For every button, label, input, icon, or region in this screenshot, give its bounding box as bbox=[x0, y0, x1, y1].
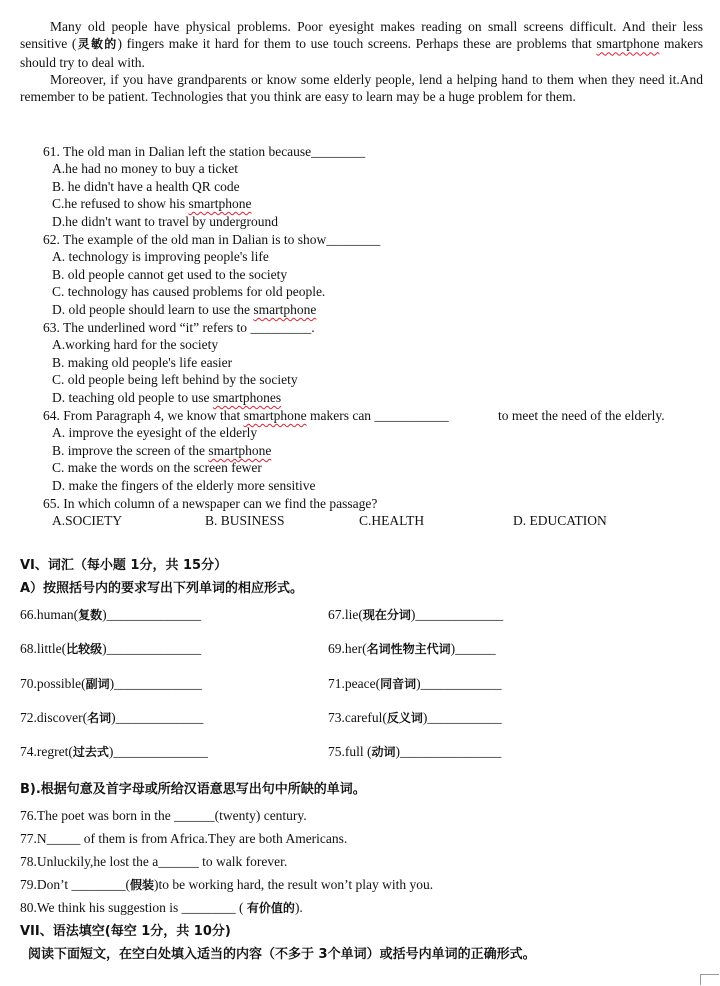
p1-text-b: ) fingers make it hard for them to use touch screens. Perhaps these are problems that bbox=[117, 36, 597, 52]
q63-option-b: B. making old people's life easier bbox=[52, 355, 233, 370]
fill-item-77: 77.N_____ of them is from Africa.They are both Americans. bbox=[20, 831, 348, 846]
q62-option-d bbox=[52, 301, 316, 318]
q64-stem-end: to meet the need of the elderly. bbox=[498, 408, 665, 423]
q61-c-text: C.he refused to show his bbox=[52, 196, 189, 211]
vocab-67-word: 67.lie( bbox=[328, 607, 363, 622]
q64-option-b bbox=[52, 442, 271, 459]
q63-blank: _________. bbox=[250, 320, 315, 335]
q61-option-c bbox=[52, 195, 251, 212]
section-6-part-b-instruction: B).根据句意及首字母或所给汉语意思写出句中所缺的单词。 bbox=[20, 782, 366, 797]
q61-option-d: D.he didn't want to travel by underground bbox=[52, 214, 279, 229]
q64-stem-smartphone: smartphone bbox=[243, 408, 307, 423]
vocab-item-66 bbox=[20, 606, 201, 623]
vocab-75-hint: 动词 bbox=[371, 745, 396, 759]
fill-item-76: 76.The poet was born in the ______(twenty) century. bbox=[20, 808, 307, 823]
q63-option-d bbox=[52, 389, 281, 406]
vocab-70-word: 70.possible( bbox=[20, 676, 86, 691]
q64-b-smartphone: smartphone bbox=[208, 443, 272, 458]
vocab-73-word: 73.careful( bbox=[328, 710, 387, 725]
vocab-66-hint: 复数 bbox=[78, 608, 103, 622]
section-7-title bbox=[20, 920, 231, 939]
q65-stem: 65. In which column of a newspaper can we find the passage? bbox=[43, 496, 378, 511]
p1-smartphone-word: smartphone bbox=[596, 36, 660, 52]
q61-option-b: B. he didn't have a health QR code bbox=[52, 179, 240, 194]
vocab-67-hint: 现在分词 bbox=[362, 608, 411, 622]
q63-d-smartphones: smartphones bbox=[212, 390, 282, 405]
q65-option-b: B. BUSINESS bbox=[205, 513, 285, 528]
vocab-66-word: 66.human( bbox=[20, 607, 79, 622]
vocab-72-hint: 名词 bbox=[87, 711, 112, 725]
fill-80-hint: 有价值的 bbox=[246, 901, 295, 915]
vocab-75-blank: )_______________ bbox=[395, 744, 502, 759]
vocab-item-67 bbox=[328, 606, 503, 623]
fill-79-text-b: )to be working hard, the result won’t play with you. bbox=[154, 877, 434, 892]
vocab-item-70 bbox=[20, 675, 202, 692]
fill-item-79 bbox=[20, 876, 433, 894]
section-7-title-a: VII、语法填空( bbox=[20, 924, 111, 939]
page-corner-mark bbox=[700, 974, 719, 985]
vocab-75-word: 75.full ( bbox=[328, 744, 372, 759]
fill-80-text-a: 80.We think his suggestion is ________ ( bbox=[20, 900, 247, 915]
fill-item-78: 78.Unluckily,he lost the a______ to walk forever. bbox=[20, 854, 288, 869]
q63-d-text: D. teaching old people to use bbox=[52, 390, 213, 405]
vocab-69-hint: 名词性物主代词 bbox=[366, 642, 451, 656]
q63-option-c: C. old people being left behind by the society bbox=[52, 372, 298, 387]
vocab-67-blank: )_____________ bbox=[410, 607, 504, 622]
q64-stem-text-a: 64. From Paragraph 4, we know that bbox=[43, 408, 244, 423]
vocab-69-blank: )______ bbox=[450, 641, 496, 656]
fill-79-text-a: 79.Don’t ________( bbox=[20, 877, 130, 892]
vocab-70-blank: )_____________ bbox=[109, 676, 202, 691]
vocab-item-71 bbox=[328, 675, 502, 692]
vocab-74-word: 74.regret( bbox=[20, 744, 73, 759]
section-7-instruction: 阅读下面短文，在空白处填入适当的内容（不多于 3个单词）或括号内单词的正确形式。 bbox=[28, 947, 536, 962]
vocab-item-72 bbox=[20, 709, 203, 726]
q62-option-c: C. technology has caused problems for old people. bbox=[52, 284, 326, 299]
q61-stem: 61. The old man in Dalian left the station because________ bbox=[43, 144, 366, 159]
q65-option-a: A.SOCIETY bbox=[52, 513, 123, 528]
vocab-71-word: 71.peace( bbox=[328, 676, 381, 691]
vocab-70-hint: 副词 bbox=[85, 677, 110, 691]
vocab-74-hint: 过去式 bbox=[72, 745, 109, 759]
q64-b-text: B. improve the screen of the bbox=[52, 443, 209, 458]
q64-option-c: C. make the words on the screen fewer bbox=[52, 460, 262, 475]
section-7-title-b: 每空 1分，共 10分) bbox=[110, 924, 231, 939]
vocab-68-hint: 比较级 bbox=[66, 642, 103, 656]
vocab-68-word: 68.little( bbox=[20, 641, 67, 656]
vocab-73-hint: 反义词 bbox=[386, 711, 423, 725]
q65-option-d: D. EDUCATION bbox=[513, 513, 607, 528]
q62-stem: 62. The example of the old man in Dalian is to show________ bbox=[43, 232, 381, 247]
section-6-part-a-instruction: A）按照括号内的要求写出下列单词的相应形式。 bbox=[20, 581, 304, 596]
vocab-item-69 bbox=[328, 640, 496, 657]
vocab-item-75 bbox=[328, 743, 501, 760]
q63-option-a: A.working hard for the society bbox=[52, 337, 219, 352]
section-6-title: VI、词汇（每小题 1分，共 15分） bbox=[20, 558, 228, 573]
vocab-71-blank: )____________ bbox=[416, 676, 502, 691]
vocab-66-blank: )______________ bbox=[102, 607, 202, 622]
q62-option-b: B. old people cannot get used to the society bbox=[52, 267, 288, 282]
q64-option-d: D. make the fingers of the elderly more sensitive bbox=[52, 478, 316, 493]
p1-text-c: makers should try to deal with. bbox=[20, 36, 703, 70]
p1-chinese-gloss: 灵敏的 bbox=[76, 37, 118, 52]
q65-option-c: C.HEALTH bbox=[359, 513, 425, 528]
vocab-72-word: 72.discover( bbox=[20, 710, 88, 725]
vocab-71-hint: 同音词 bbox=[380, 677, 417, 691]
passage-paragraph-2 bbox=[20, 71, 703, 106]
vocab-73-blank: )___________ bbox=[422, 710, 502, 725]
vocab-item-73 bbox=[328, 709, 502, 726]
vocab-74-blank: )______________ bbox=[108, 744, 208, 759]
vocab-72-blank: )_____________ bbox=[111, 710, 204, 725]
q63-stem-text: 63. The underlined word “it” refers to bbox=[43, 320, 251, 335]
vocab-item-74 bbox=[20, 743, 208, 760]
fill-80-text-b: ). bbox=[294, 900, 303, 915]
vocab-69-word: 69.her( bbox=[328, 641, 367, 656]
q62-d-text: D. old people should learn to use the bbox=[52, 302, 254, 317]
p2-text: Moreover, if you have grandparents or know some elderly people, lend a helping hand to them when they need it.And remember to be patient. Technologies that you think are easy to learn may be a huge problem for them. bbox=[20, 72, 703, 105]
passage-paragraph-1 bbox=[20, 18, 703, 71]
p1-text-a: Many old people have physical problems. Poor eyesight makes reading on small screens difficult. And their less sensitive ( bbox=[20, 19, 703, 52]
q62-option-a: A. technology is improving people's life bbox=[52, 249, 269, 264]
fill-item-80 bbox=[20, 899, 303, 917]
q64-stem bbox=[43, 407, 449, 424]
q62-d-smartphone: smartphone bbox=[253, 302, 317, 317]
vocab-item-68 bbox=[20, 640, 201, 657]
q61-option-a: A.he had no money to buy a ticket bbox=[52, 161, 238, 176]
q61-c-smartphone: smartphone bbox=[188, 196, 252, 211]
q64-stem-text-b: makers can ___________ bbox=[306, 408, 449, 423]
q63-stem bbox=[43, 319, 315, 336]
q64-option-a: A. improve the eyesight of the elderly bbox=[52, 425, 258, 440]
vocab-68-blank: )______________ bbox=[102, 641, 202, 656]
fill-79-hint: 假装 bbox=[130, 878, 155, 892]
